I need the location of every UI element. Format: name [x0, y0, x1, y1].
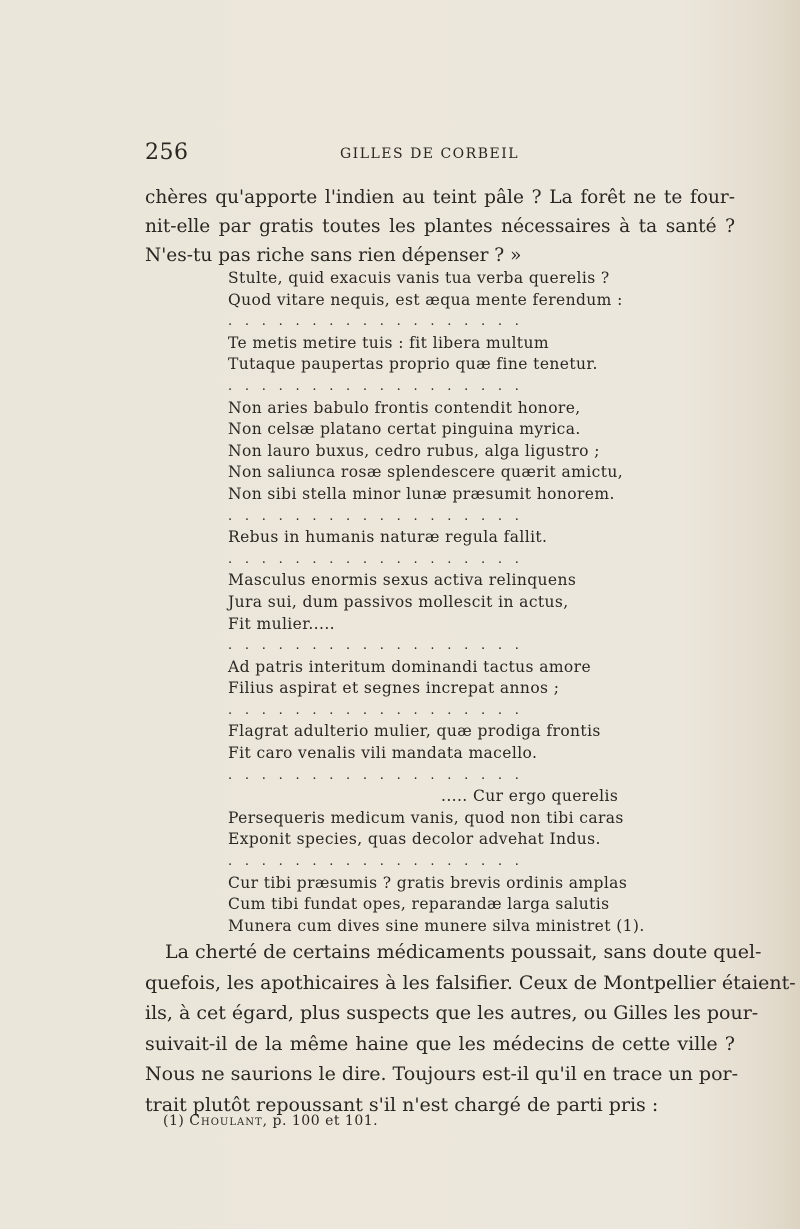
footnote-marker: (1) [163, 1113, 185, 1129]
ellipsis-row: . . . . . . . . . . . . . . . . . . [228, 378, 524, 394]
verse-line: Cum tibi fundat opes, reparandæ larga salutis [228, 895, 610, 914]
page-header [145, 140, 730, 170]
ellipsis-row: . . . . . . . . . . . . . . . . . . [228, 767, 524, 783]
verse-line: Non aries babulo frontis contendit honore, [228, 398, 581, 417]
verse-line: Stulte, quid exacuis vanis tua verba querelis ? [228, 269, 610, 287]
running-title: GILLES DE CORBEIL [340, 146, 520, 162]
ellipsis-row: . . . . . . . . . . . . . . . . . . [228, 702, 524, 718]
verse-line: Flagrat adulterio mulier, quæ prodiga frontis [228, 722, 601, 741]
text-line: nit-elle par gratis toutes les plantes nécessaires à ta santé ? [145, 216, 735, 237]
verse-line: Non celsæ platano certat pinguina myrica. [228, 420, 581, 439]
verse-line: Rebus in humanis naturæ regula fallit. [228, 528, 548, 547]
text-line: suivait-il de la même haine que les médecins de cette ville ? [145, 1032, 735, 1055]
ellipsis-row: . . . . . . . . . . . . . . . . . . [228, 854, 524, 870]
verse-line: Non sibi stella minor lunæ præsumit honorem. [228, 484, 615, 503]
verse-line: Cur tibi præsumis ? gratis brevis ordinis amplas [228, 873, 628, 892]
latin-verse-quotation [228, 268, 645, 937]
text-line: Nous ne saurions le dire. Toujours est-il qu'il en trace un por- [145, 1063, 739, 1085]
verse-line: Masculus enormis sexus activa relinquens [228, 571, 577, 590]
intro-paragraph [145, 183, 735, 270]
ellipsis-row: . . . . . . . . . . . . . . . . . . [228, 638, 524, 654]
verse-line: Fit caro venalis vili mandata macello. [228, 744, 538, 763]
text-line: trait plutôt repoussant s'il n'est chargé de parti pris : [145, 1093, 659, 1116]
footnote-reference: , p. 100 et 101. [262, 1113, 379, 1129]
page-number: 256 [145, 140, 189, 165]
text-line: La cherté de certains médicaments poussait, sans doute quel- [165, 941, 762, 963]
footnote [163, 1113, 378, 1129]
verse-line: Persequeris medicum vanis, quod non tibi caras [228, 808, 624, 827]
text-line: ils, à cet égard, plus suspects que les autres, ou Gilles les pour- [145, 1002, 759, 1024]
verse-line: Non lauro buxus, cedro rubus, alga ligustro ; [228, 441, 600, 460]
verse-line: Ad patris interitum dominandi tactus amore [228, 657, 592, 676]
verse-line: Fit mulier..... [228, 614, 335, 633]
verse-line: Exponit species, quas decolor advehat Indus. [228, 830, 601, 849]
text-line: chères qu'apporte l'indien au teint pâle ? La forêt ne te four- [145, 187, 735, 208]
verse-line: Tutaque paupertas proprio quæ fine tenetur. [228, 355, 598, 374]
verse-line: Jura sui, dum passivos mollescit in actus, [228, 592, 569, 611]
verse-line: Filius aspirat et segnes increpat annos ; [228, 679, 560, 698]
verse-line: Quod vitare nequis, est æqua mente ferendum : [228, 290, 623, 309]
ellipsis-row: . . . . . . . . . . . . . . . . . . [228, 314, 524, 330]
verse-line: Munera cum dives sine munere silva ministret (1). [228, 916, 645, 935]
text-line: quefois, les apothicaires à les falsifier. Ceux de Montpellier étaient- [145, 971, 796, 994]
ellipsis-row: . . . . . . . . . . . . . . . . . . [228, 508, 524, 524]
verse-line: Te metis metire tuis : fit libera multum [228, 333, 549, 352]
text-line: N'es-tu pas riche sans rien dépenser ? » [145, 245, 522, 266]
ellipsis-row: . . . . . . . . . . . . . . . . . . [228, 551, 524, 567]
verse-line: Non saliunca rosæ splendescere quærit amictu, [228, 463, 624, 482]
footnote-author: Choulant [189, 1113, 263, 1129]
body-paragraph [145, 937, 796, 1120]
verse-line: ..... Cur ergo querelis [441, 787, 619, 806]
